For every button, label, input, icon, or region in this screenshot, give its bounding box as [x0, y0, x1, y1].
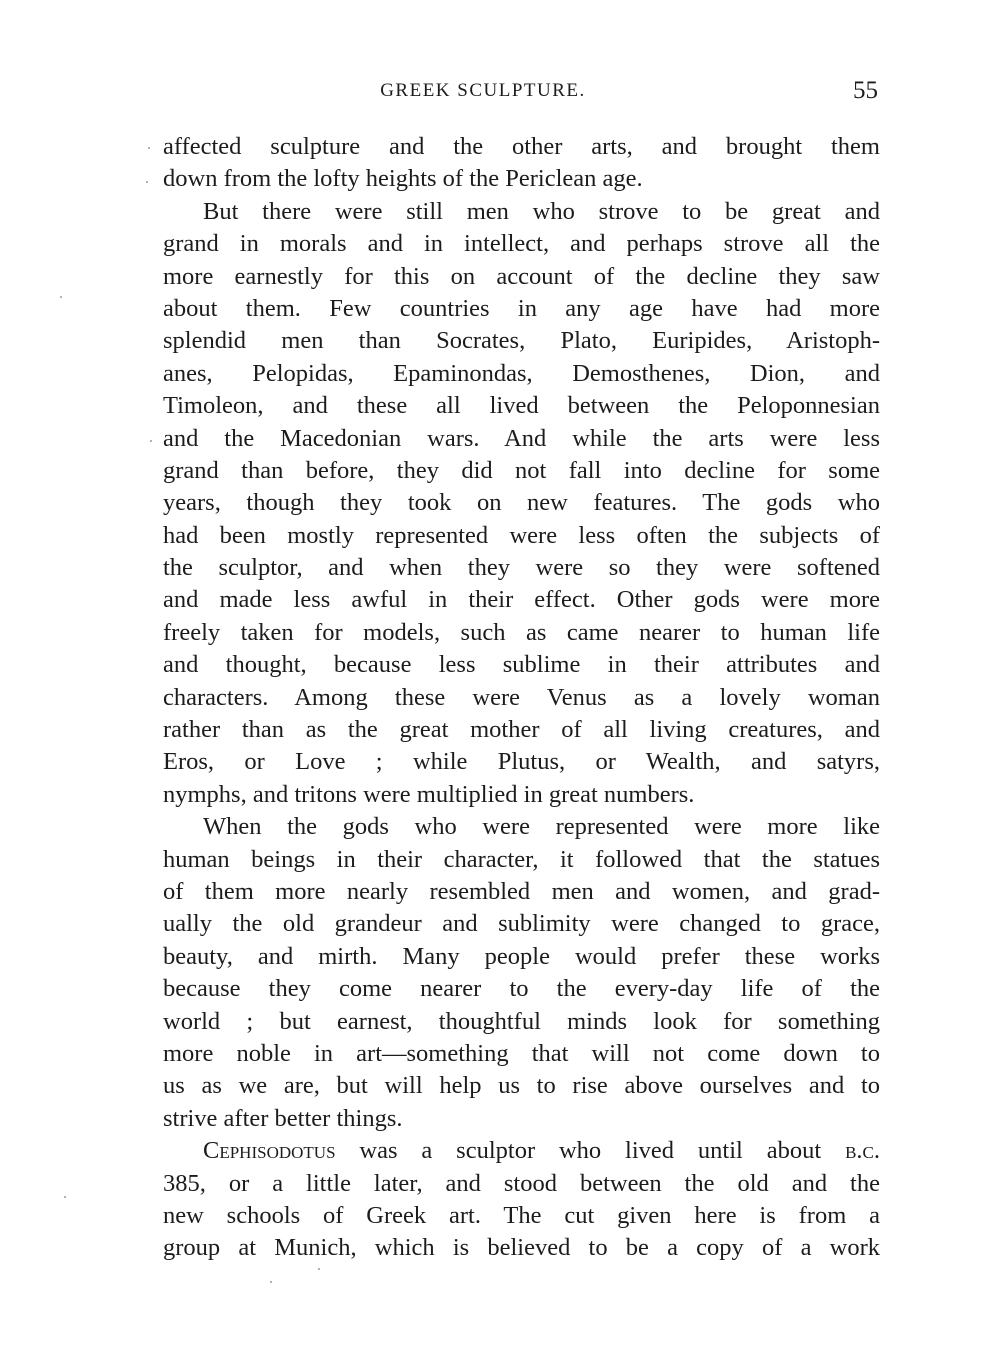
text-line: because they come nearer to the every-day life of the	[163, 975, 880, 1003]
era-abbreviation: b.c.	[845, 1137, 880, 1165]
scan-speck	[60, 296, 62, 298]
scan-speck	[148, 147, 150, 149]
text-line: years, though they took on new features. The gods who	[163, 489, 880, 517]
sculptor-name: Cephisodotus	[203, 1137, 336, 1165]
text-line: new schools of Greek art. The cut given here is from a	[163, 1201, 880, 1229]
text-line: the sculptor, and when they were so they were softened	[163, 554, 880, 582]
text-line: affected sculpture and the other arts, and brought them	[163, 133, 880, 160]
text-line: world ; but earnest, thoughtful minds look for something	[163, 1007, 880, 1035]
text-line: grand in morals and in intellect, and perhaps strove all the	[163, 230, 880, 258]
text-line: nymphs, and tritons were multiplied in great numbers.	[163, 780, 695, 808]
paragraph-start-line: But there were still men who strove to be great and	[203, 197, 880, 225]
body-text	[163, 131, 880, 1265]
scan-speck	[150, 440, 152, 442]
paragraph-start-line	[163, 1135, 880, 1167]
text-line: splendid men than Socrates, Plato, Euripides, Aristoph-	[163, 327, 880, 355]
text-line: Timoleon, and these all lived between the Peloponnesian	[163, 392, 880, 420]
text-line: had been mostly represented were less often the subjects of	[163, 521, 880, 549]
text-line: beauty, and mirth. Many people would prefer these works	[163, 942, 880, 970]
scan-speck	[318, 1268, 320, 1270]
running-title: GREEK SCULPTURE.	[380, 80, 586, 101]
text-line: ually the old grandeur and sublimity were changed to grace,	[163, 910, 880, 938]
text-line: 385, or a little later, and stood between the old and the	[163, 1169, 880, 1197]
text-line: characters. Among these were Venus as a lovely woman	[163, 683, 880, 711]
text-line: Eros, or Love ; while Plutus, or Wealth, and satyrs,	[163, 748, 880, 776]
text-line: freely taken for models, such as came nearer to human life	[163, 618, 880, 646]
text-line: group at Munich, which is believed to be a copy of a work	[163, 1234, 880, 1262]
text-line: us as we are, but will help us to rise above ourselves and to	[163, 1072, 880, 1100]
text-line: about them. Few countries in any age have had more	[163, 294, 880, 322]
text-fragment: was a sculptor who lived until about	[359, 1137, 846, 1165]
scan-speck	[64, 1196, 66, 1198]
text-line: more earnestly for this on account of the decline they saw	[163, 262, 880, 290]
text-line: more noble in art—something that will not come down to	[163, 1039, 880, 1067]
text-line: of them more nearly resembled men and women, and grad-	[163, 877, 880, 905]
text-line: down from the lofty heights of the Periclean age.	[163, 165, 643, 193]
text-line: and made less awful in their effect. Other gods were more	[163, 586, 880, 614]
text-line: and thought, because less sublime in their attributes and	[163, 651, 880, 679]
running-head	[163, 76, 880, 106]
text-line: anes, Pelopidas, Epaminondas, Demosthenes, Dion, and	[163, 359, 880, 387]
text-line: rather than as the great mother of all living creatures, and	[163, 716, 880, 744]
text-line: grand than before, they did not fall into decline for some	[163, 456, 880, 484]
paragraph-start-line: When the gods who were represented were more like	[203, 813, 880, 841]
scan-speck	[270, 1281, 272, 1283]
text-line: human beings in their character, it followed that the statues	[163, 845, 880, 873]
page-number: 55	[853, 77, 878, 104]
scan-speck	[146, 181, 148, 183]
text-line: strive after better things.	[163, 1104, 403, 1132]
text-line: and the Macedonian wars. And while the arts were less	[163, 424, 880, 452]
